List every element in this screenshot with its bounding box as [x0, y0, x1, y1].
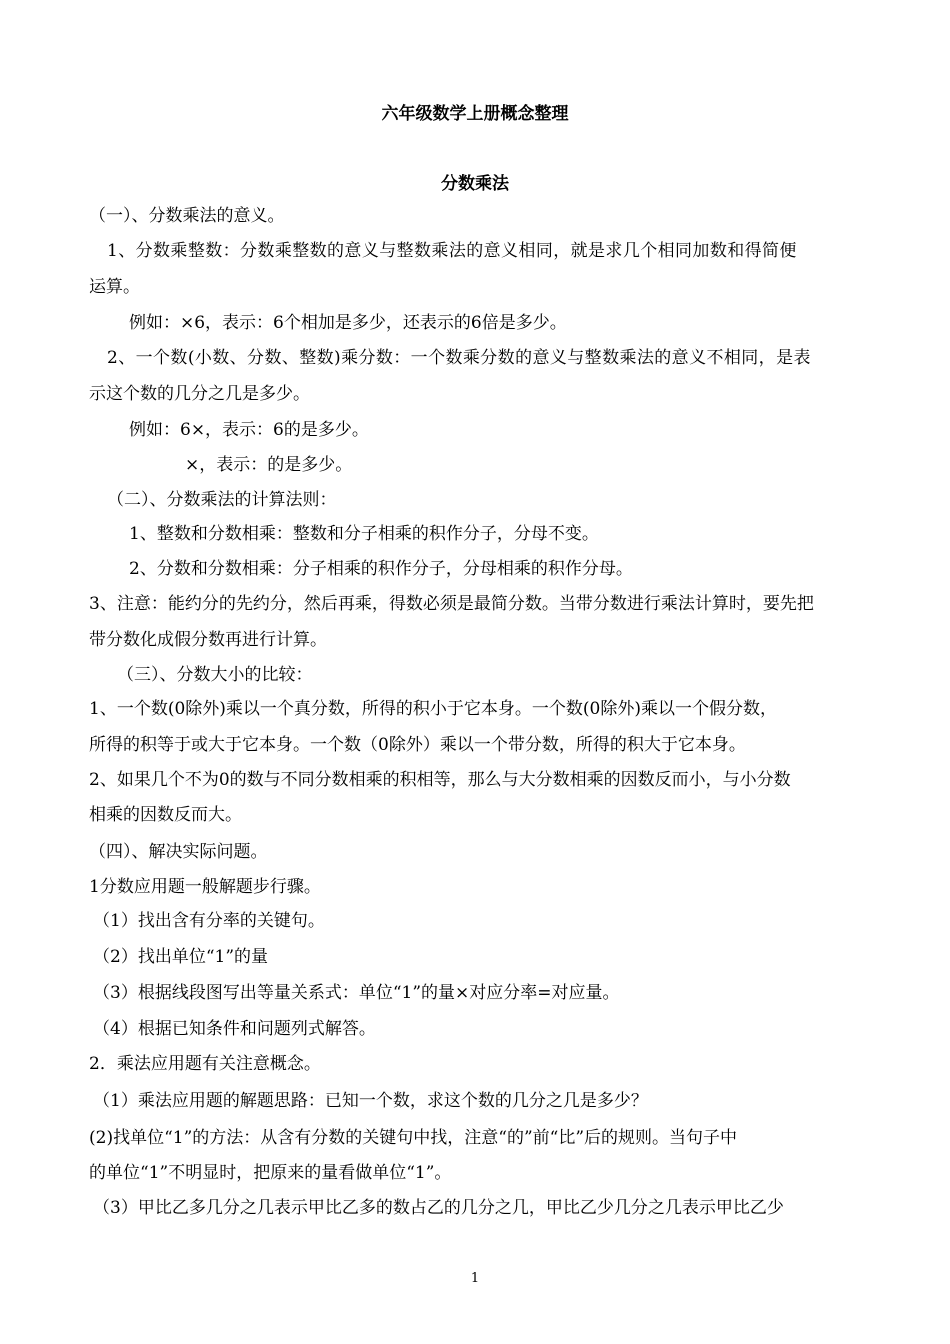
document-title: 六年级数学上册概念整理: [381, 104, 569, 124]
heading-practical-problems: （四）、解决实际问题。: [89, 842, 268, 862]
page-number: 1: [470, 1271, 480, 1286]
rule-line: 1、整数和分数相乘：整数和分子相乘的积作分子，分母不变。: [129, 524, 599, 544]
paragraph-line: （1）乘法应用题的解题思路：已知一个数，求这个数的几分之几是多少？: [93, 1091, 648, 1111]
heading-calculation-rules: （二）、分数乘法的计算法则：: [107, 490, 337, 510]
paragraph-line: 2、一个数(小数、分数、整数)乘分数：一个数乘分数的意义与整数乘法的意义不相同，是表: [107, 348, 811, 368]
heading-meaning: （一）、分数乘法的意义。: [89, 206, 285, 226]
paragraph-line: 所得的积等于或大于它本身。一个数（0除外）乘以一个带分数，所得的积大于它本身。: [89, 735, 746, 755]
step-line: （3）根据线段图写出等量关系式：单位“1”的量×对应分率=对应量。: [93, 983, 620, 1003]
note-line: 带分数化成假分数再进行计算。: [89, 630, 327, 650]
example-line: ×，表示：的是多少。: [185, 455, 353, 475]
paragraph-line: (2)找单位“1”的方法：从含有分数的关键句中找，注意“的”前“比”后的规则。当句子中: [89, 1128, 738, 1148]
note-line: 3、注意：能约分的先约分，然后再乘，得数必须是最简分数。当带分数进行乘法计算时，要先把: [89, 594, 814, 614]
paragraph-line: 1分数应用题一般解题步行骤。: [89, 877, 321, 897]
paragraph-line: 示这个数的几分之几是多少。: [89, 384, 310, 404]
section-title: 分数乘法: [441, 174, 509, 194]
paragraph-line: 1、分数乘整数：分数乘整数的意义与整数乘法的意义相同，就是求几个相同加数和得简便: [107, 241, 797, 261]
paragraph-line: 2、如果几个不为0的数与不同分数相乘的积相等，那么与大分数相乘的因数反而小，与小分数: [89, 770, 791, 790]
paragraph-line: （3）甲比乙多几分之几表示甲比乙多的数占乙的几分之几，甲比乙少几分之几表示甲比乙少: [93, 1198, 784, 1218]
step-line: （2）找出单位“1”的量: [93, 947, 269, 967]
paragraph-line: 运算。: [89, 277, 140, 297]
paragraph-line: 1、一个数(0除外)乘以一个真分数，所得的积小于它本身。一个数(0除外)乘以一个假分数，: [89, 699, 777, 719]
example-line: 例如：×6，表示：6个相加是多少，还表示的6倍是多少。: [129, 313, 567, 333]
step-line: （4）根据已知条件和问题列式解答。: [93, 1019, 376, 1039]
paragraph-line: 2．乘法应用题有关注意概念。: [89, 1054, 321, 1074]
example-line: 例如：6×，表示：6的是多少。: [129, 420, 369, 440]
rule-line: 2、分数和分数相乘：分子相乘的积作分子，分母相乘的积作分母。: [129, 559, 633, 579]
paragraph-line: 相乘的因数反而大。: [89, 805, 242, 825]
paragraph-line: 的单位“1”不明显时，把原来的量看做单位“1”。: [89, 1163, 452, 1183]
heading-comparison: （三）、分数大小的比较：: [117, 665, 313, 685]
step-line: （1）找出含有分率的关键句。: [93, 911, 325, 931]
